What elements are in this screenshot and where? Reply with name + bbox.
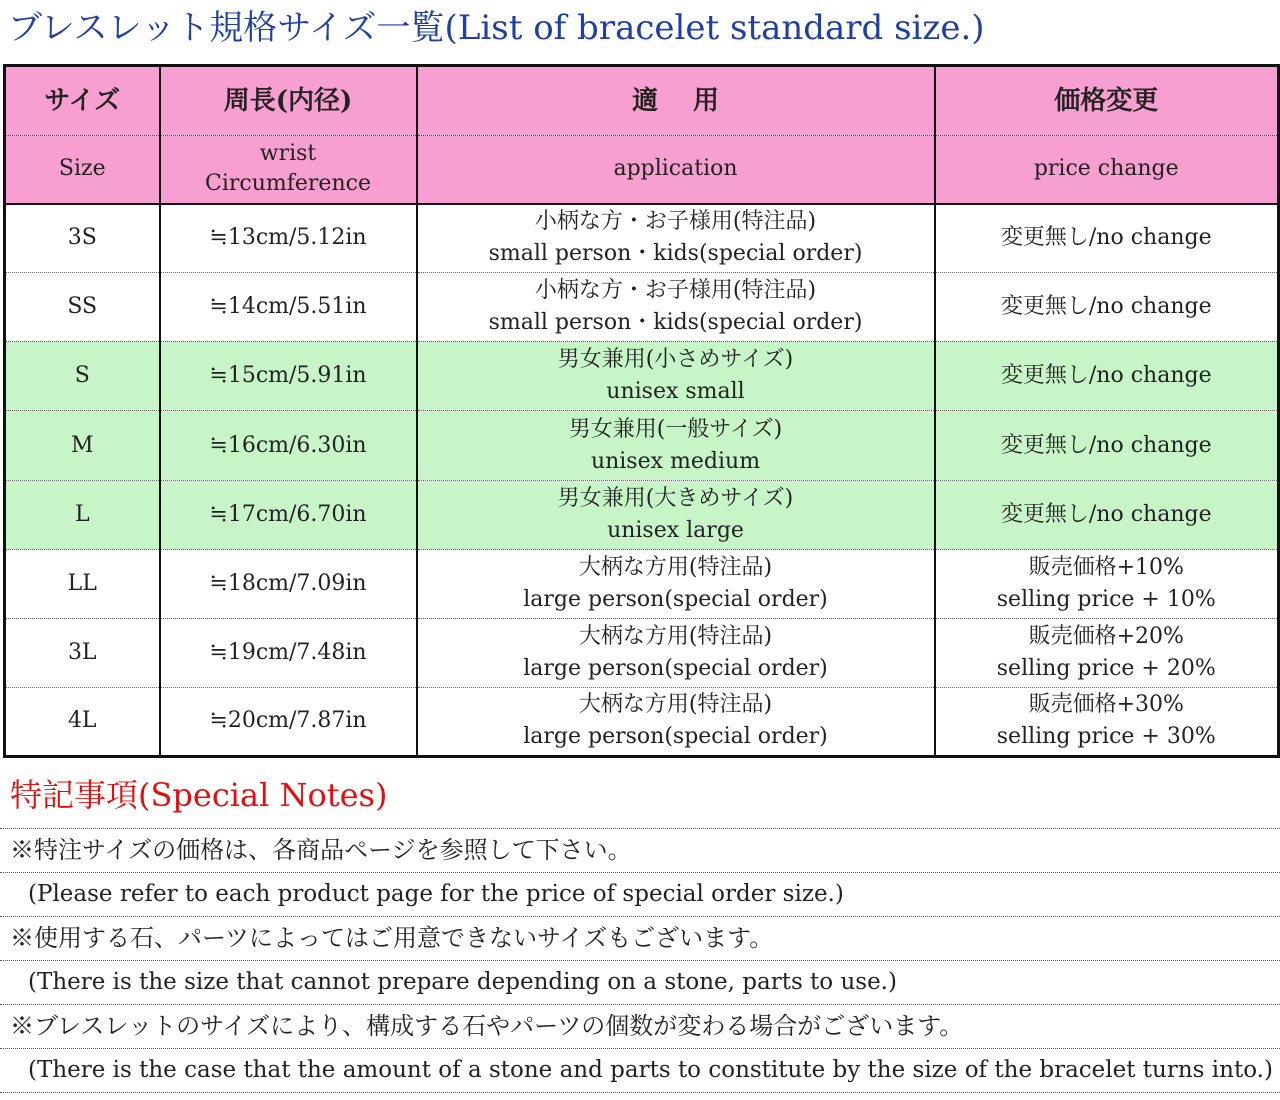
application-cell: [417, 204, 935, 273]
note-line-en: (There is the case that the amount of a stone and parts to constitute by the size of the bracelet turns into.): [0, 1048, 1280, 1091]
circumference-cell: ≒13cm/5.12in: [160, 204, 417, 273]
note-line-en: (There is the size that cannot prepare depending on a stone, parts to use.): [0, 960, 1280, 1003]
application-jp: 大柄な方用(特注品): [578, 692, 773, 718]
circumference-cell: ≒15cm/5.91in: [160, 342, 417, 411]
header-price-jp: 価格変更: [935, 66, 1279, 136]
size-cell: SS: [5, 273, 160, 342]
size-cell: 3L: [5, 618, 160, 687]
application-jp: 小柄な方・お子様用(特注品): [534, 278, 817, 304]
price-cell: [935, 273, 1279, 342]
special-notes-title: 特記事項(Special Notes): [10, 776, 388, 814]
note-line-jp: ※ブレスレットのサイズにより、構成する石やパーツの個数が変わる場合がございます。: [0, 1004, 1280, 1047]
price-cell: [935, 480, 1279, 549]
application-jp: 大柄な方用(特注品): [578, 623, 773, 649]
price-en: selling price + 30%: [996, 724, 1216, 750]
note-line-en: (Please refer to each product page for the price of special order size.): [0, 872, 1280, 915]
size-cell: LL: [5, 549, 160, 618]
circumference-cell: ≒18cm/7.09in: [160, 549, 417, 618]
header-size-en: Size: [5, 136, 160, 204]
page-title: ブレスレット規格サイズ一覧(List of bracelet standard size.): [8, 8, 985, 48]
application-jp: 大柄な方用(特注品): [578, 554, 773, 580]
note-line-jp: ※使用する石、パーツによってはご用意できないサイズもございます。: [0, 916, 1280, 959]
application-jp: 小柄な方・お子様用(特注品): [534, 209, 817, 235]
circumference-cell: ≒17cm/6.70in: [160, 480, 417, 549]
header-application-en: application: [417, 136, 935, 204]
table-row: [5, 618, 1279, 687]
circumference-cell: ≒14cm/5.51in: [160, 273, 417, 342]
bracelet-size-table: [3, 64, 1280, 758]
price-cell: [935, 204, 1279, 273]
size-cell: M: [5, 411, 160, 480]
application-cell: [417, 342, 935, 411]
header-row-en: [5, 136, 1279, 204]
application-cell: [417, 618, 935, 687]
price-jp: 変更無し/no change: [1000, 225, 1212, 251]
header-application-jp: 適 用: [417, 66, 935, 136]
application-jp: 男女兼用(小さめサイズ): [557, 347, 794, 373]
header-price-en: price change: [935, 136, 1279, 204]
application-en: unisex medium: [590, 448, 761, 474]
size-cell: 3S: [5, 204, 160, 273]
size-cell: L: [5, 480, 160, 549]
application-cell: [417, 480, 935, 549]
application-en: small person・kids(special order): [488, 241, 863, 267]
application-en: small person・kids(special order): [488, 310, 863, 336]
price-jp: 変更無し/no change: [1000, 363, 1212, 389]
price-jp: 変更無し/no change: [1000, 294, 1212, 320]
header-size-jp: サイズ: [5, 66, 160, 136]
size-cell: 4L: [5, 687, 160, 756]
price-cell: [935, 411, 1279, 480]
circumference-cell: ≒19cm/7.48in: [160, 618, 417, 687]
table-row: [5, 549, 1279, 618]
price-en: selling price + 20%: [996, 655, 1216, 681]
table-row: [5, 687, 1279, 756]
price-en: selling price + 10%: [996, 586, 1216, 612]
price-jp: 変更無し/no change: [1000, 432, 1212, 458]
header-circumference-en: wrist Circumference: [160, 136, 417, 204]
application-en: unisex large: [607, 517, 744, 543]
price-cell: [935, 687, 1279, 756]
price-cell: [935, 549, 1279, 618]
price-cell: [935, 342, 1279, 411]
price-cell: [935, 618, 1279, 687]
table-row: [5, 273, 1279, 342]
price-jp: 販売価格+20%: [1028, 623, 1184, 649]
price-jp: 変更無し/no change: [1000, 501, 1212, 527]
application-jp: 男女兼用(一般サイズ): [568, 416, 783, 442]
header-row-jp: [5, 66, 1279, 136]
application-cell: [417, 273, 935, 342]
table-row: [5, 204, 1279, 273]
circumference-cell: ≒16cm/6.30in: [160, 411, 417, 480]
notes-bottom-divider: [0, 1092, 1280, 1093]
size-cell: S: [5, 342, 160, 411]
price-jp: 販売価格+10%: [1028, 554, 1184, 580]
table-row: [5, 411, 1279, 480]
application-cell: [417, 411, 935, 480]
note-line-jp: ※特注サイズの価格は、各商品ページを参照して下さい。: [0, 828, 1280, 871]
table-row: [5, 480, 1279, 549]
table-row: [5, 342, 1279, 411]
circumference-cell: ≒20cm/7.87in: [160, 687, 417, 756]
price-jp: 販売価格+30%: [1028, 692, 1184, 718]
application-en: large person(special order): [523, 724, 828, 750]
application-en: large person(special order): [523, 655, 828, 681]
application-en: large person(special order): [523, 586, 828, 612]
application-cell: [417, 687, 935, 756]
application-cell: [417, 549, 935, 618]
application-en: unisex small: [606, 379, 745, 405]
header-circumference-jp: 周長(内径): [160, 66, 417, 136]
application-jp: 男女兼用(大きめサイズ): [557, 485, 794, 511]
